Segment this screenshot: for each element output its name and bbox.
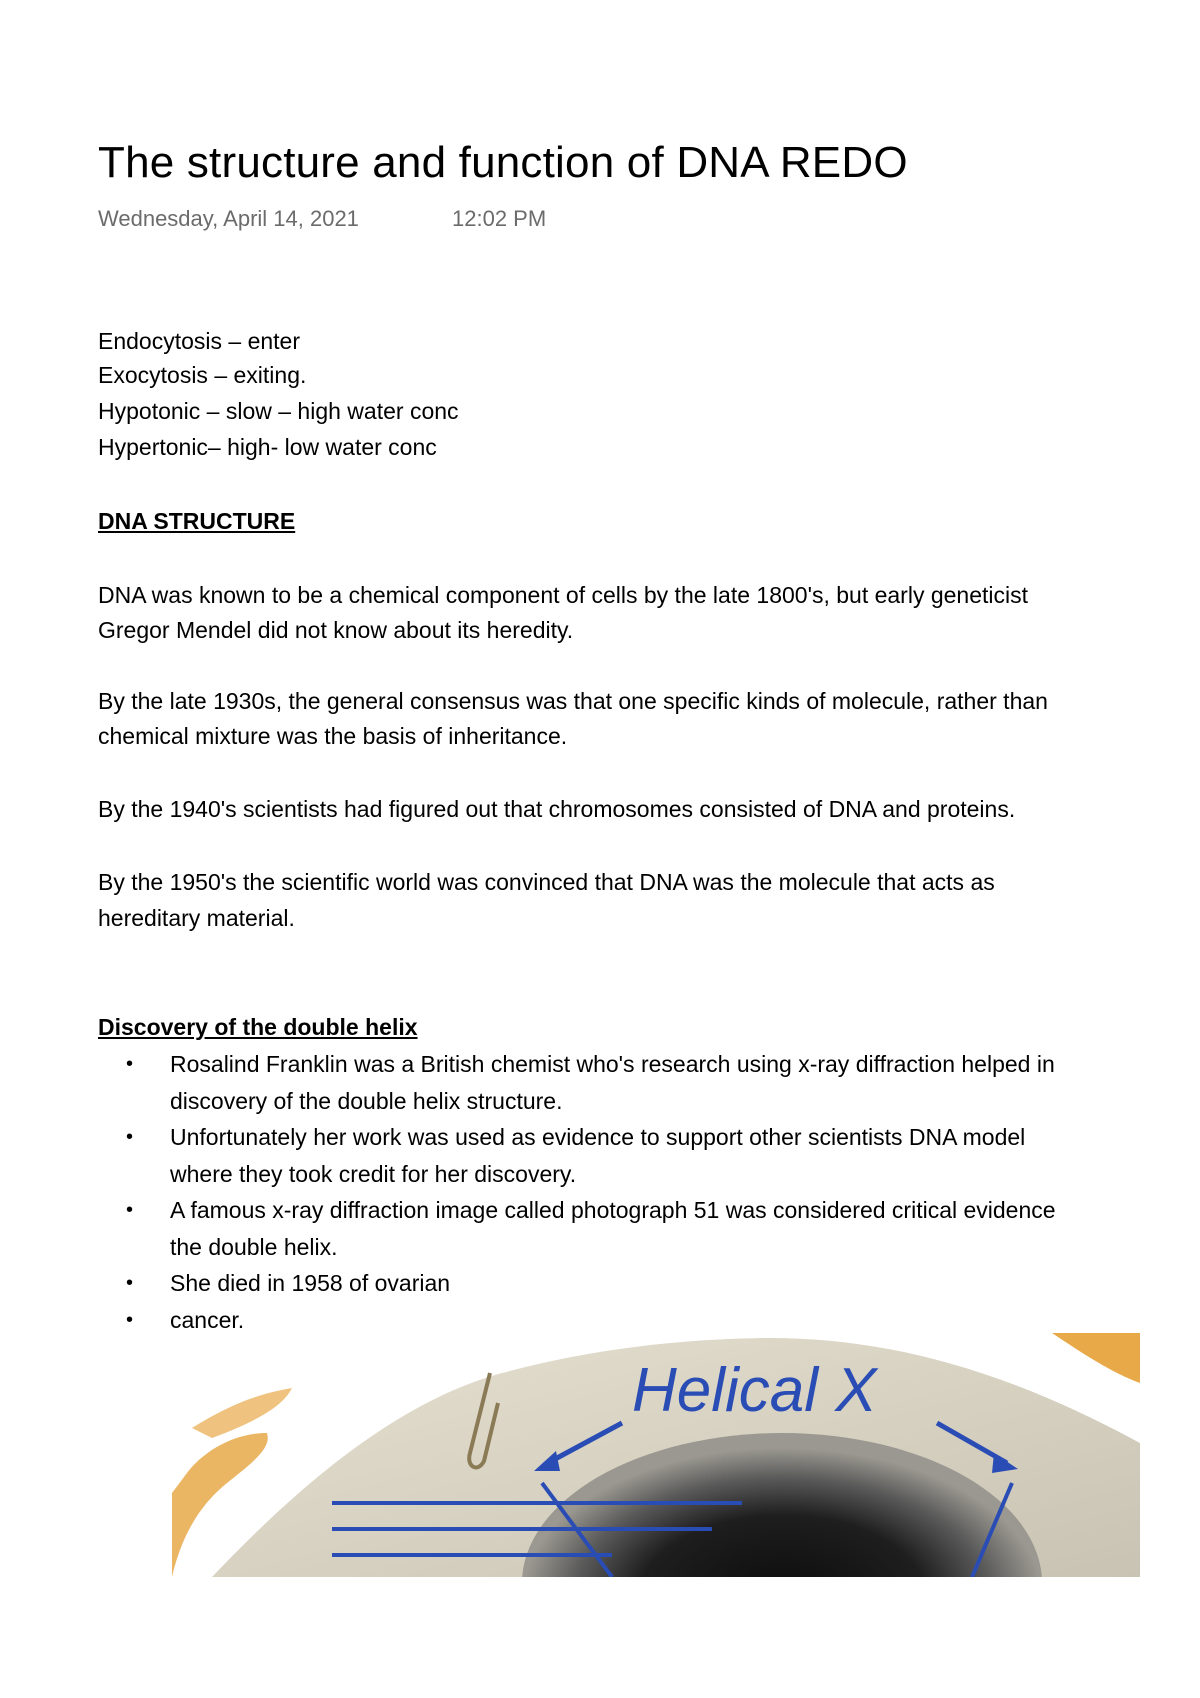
paragraph-line: Gregor Mendel did not know about its heredity. bbox=[98, 617, 574, 643]
list-item bbox=[0, 1119, 1200, 1192]
bullet-text: cancer. bbox=[170, 1306, 245, 1333]
page-title: The structure and function of DNA REDO bbox=[98, 138, 908, 187]
list-item bbox=[0, 1046, 1200, 1119]
list-item bbox=[0, 1192, 1200, 1265]
bullet-text: Rosalind Franklin was a British chemist who's research using x-ray diffraction helped in discovery of the double helix structure. bbox=[170, 1051, 1055, 1114]
bullet-text: A famous x-ray diffraction image called photograph 51 was considered critical evidence the double helix. bbox=[170, 1197, 1056, 1260]
paragraph-line: DNA was known to be a chemical component of cells by the late 1800's, but early geneticist bbox=[98, 582, 1029, 608]
bullet-icon: • bbox=[126, 1308, 134, 1331]
paragraph-line: chemical mixture was the basis of inheritance. bbox=[98, 723, 568, 749]
definition-line: Hypotonic – slow – high water conc bbox=[98, 398, 459, 424]
definition-line: Exocytosis – exiting. bbox=[98, 362, 307, 388]
paragraph-line: By the 1950's the scientific world was convinced that DNA was the molecule that acts as bbox=[98, 869, 995, 895]
bullet-text: She died in 1958 of ovarian bbox=[170, 1270, 451, 1296]
section-heading-dna-structure: DNA STRUCTURE bbox=[98, 508, 296, 534]
helical-x-diffraction-image bbox=[172, 1333, 1140, 1577]
bullet-text: Unfortunately her work was used as evidence to support other scientists DNA model where they took credit for her discovery. bbox=[170, 1124, 1026, 1187]
note-time: 12:02 PM bbox=[452, 206, 547, 231]
bullet-icon: • bbox=[126, 1272, 134, 1294]
discovery-bullet-list bbox=[0, 1046, 1200, 1338]
list-item bbox=[0, 1265, 1200, 1302]
paragraph-line: By the 1940's scientists had figured out that chromosomes consisted of DNA and proteins. bbox=[98, 796, 1016, 822]
definition-line: Hypertonic– high- low water conc bbox=[98, 434, 437, 460]
bullet-icon: • bbox=[126, 1126, 134, 1148]
definition-line: Endocytosis – enter bbox=[98, 328, 301, 354]
helical-x-label: Helical X bbox=[632, 1356, 877, 1425]
section-heading-discovery: Discovery of the double helix bbox=[98, 1014, 418, 1040]
note-date: Wednesday, April 14, 2021 bbox=[98, 206, 359, 231]
bullet-icon: • bbox=[126, 1053, 134, 1075]
diffraction-illustration bbox=[172, 1333, 1140, 1577]
paragraph-line: hereditary material. bbox=[98, 905, 295, 931]
paragraph-line: By the late 1930s, the general consensus was that one specific kinds of molecule, rather than bbox=[98, 688, 1048, 714]
bullet-icon: • bbox=[126, 1199, 134, 1221]
